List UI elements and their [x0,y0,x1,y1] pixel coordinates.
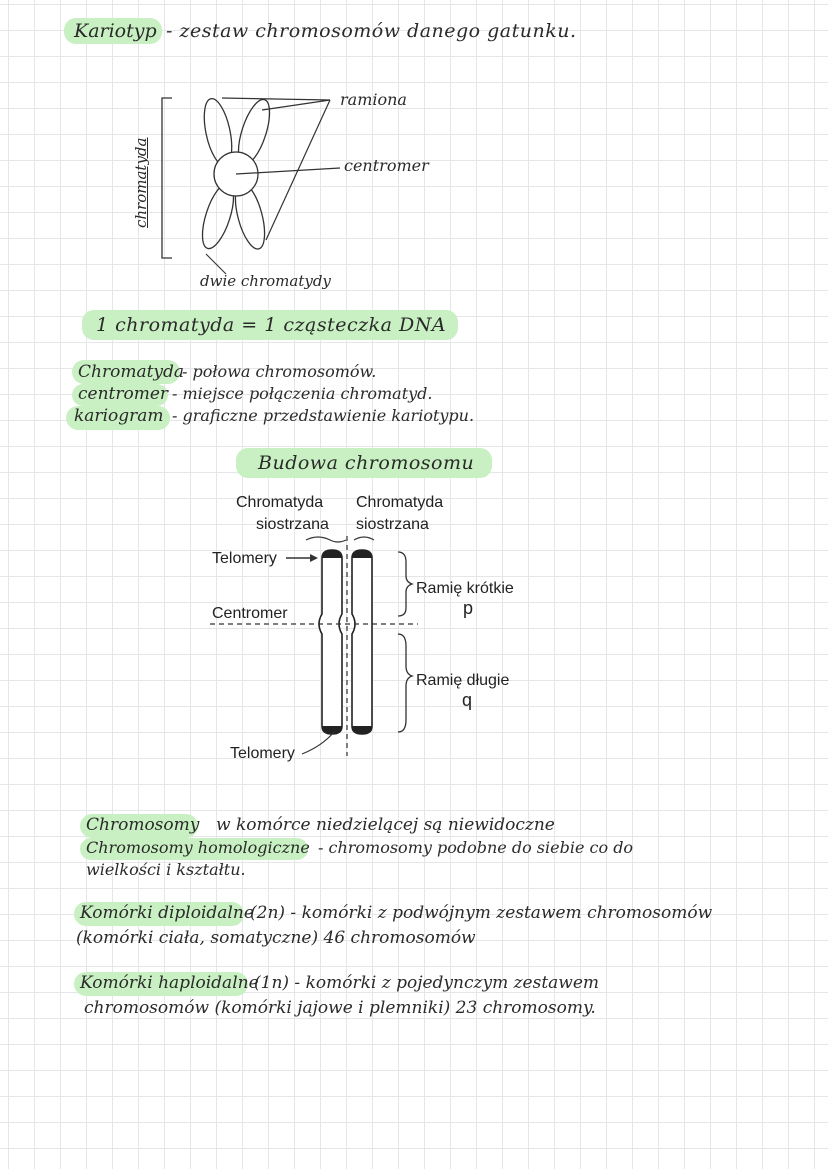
chromosome-diagram [206,530,536,770]
label-long-arm: Ramię długie [416,672,510,689]
label-long-arm-letter: q [462,690,473,710]
note-2-term: Chromosomy homologiczne [86,838,310,857]
label-arms: ramiona [340,90,407,109]
def-text-3: - graficzne przedstawienie kariotypu. [172,406,475,425]
haploid-term: Komórki haploidalne [80,973,259,993]
def-term-3: kariogram [74,406,164,426]
haploid-rest: (1n) - komórki z pojedynczym zestawem [254,973,600,993]
label-centromere: centromer [344,156,429,175]
structure-title: Budowa chromosomu [258,452,475,474]
right-chromatid [352,550,372,734]
haploid-line2: chromosomów (komórki jajowe i plemniki) 23 chromosomy. [84,998,596,1018]
diploid-rest: (2n) - komórki z podwójnym zestawem chromosomów [250,903,713,923]
label-short-arm-letter: p [463,598,474,618]
label-sister-2b: siostrzana [356,516,429,533]
label-sister-1b: siostrzana [256,516,329,533]
label-short-arm: Ramię krótkie [416,580,514,597]
label-centromere: Centromer [212,605,288,622]
note-1-term: Chromosomy [86,815,200,835]
label-telomeres-top: Telomery [212,550,277,567]
diploid-line2: (komórki ciała, somatyczne) 46 chromosomów [76,928,476,948]
chromatid-bracket [162,98,172,258]
note-3: wielkości i kształtu. [86,860,246,879]
karyotype-term: Kariotyp [74,20,157,42]
note-2-rest: - chromosomy podobne do siebie co do [318,838,634,857]
left-chromatid [319,550,342,734]
def-term-2: centromer [78,384,169,404]
label-telomeres-bottom: Telomery [230,745,295,762]
chromosome-sketch [150,90,450,290]
equation: 1 chromatyda = 1 cząsteczka DNA [96,314,447,336]
label-sister-2: Chromatyda [356,494,444,511]
karyotype-definition: - zestaw chromosomów danego gatunku. [166,20,577,42]
diploid-term: Komórki diploidalne [80,903,254,923]
note-1-rest: w komórce niedzielącej są niewidoczne [216,815,555,835]
def-text-2: - miejsce połączenia chromatyd. [172,384,433,403]
def-term-1: Chromatyda [78,362,185,382]
label-chromatid: chromatyda [132,137,150,228]
label-sister-1: Chromatyda [236,494,324,511]
def-text-1: - połowa chromosomów. [182,362,377,381]
label-two-chromatids: dwie chromatydy [200,272,331,290]
